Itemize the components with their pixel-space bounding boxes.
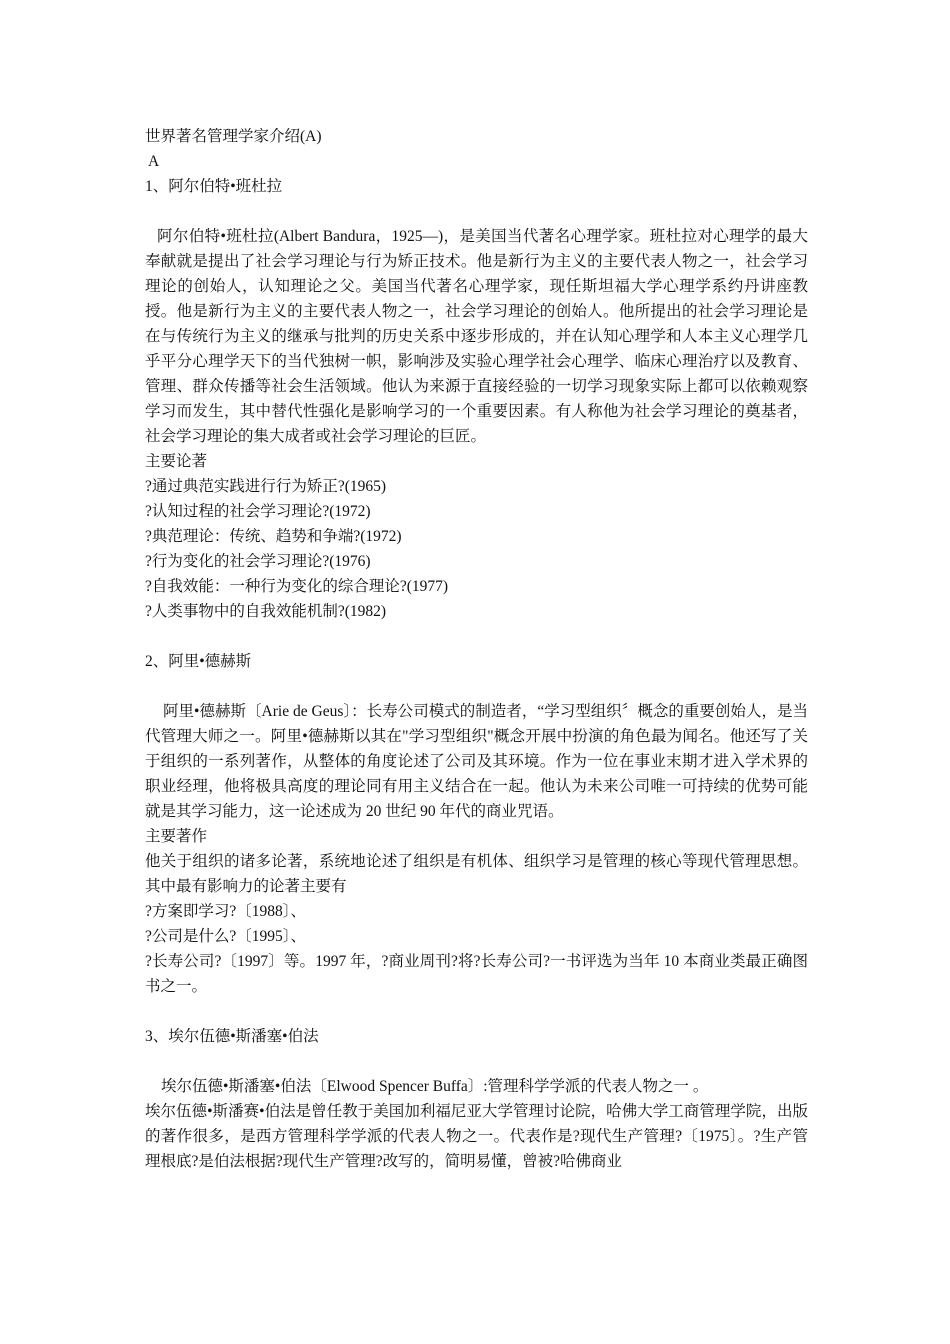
section-3-body: 埃尔伍德•斯潘赛•伯法是曾任教于美国加利福尼亚大学管理讨论院，哈佛大学工商管理学院，出版的著作很多，是西方管理科学学派的代表人物之一。代表作是?现代生产管理?〔1975〕。?生产管理根底?是伯法根据?现代生产管理?改写的，简明易懂，曾被?哈佛商业 [145,1103,808,1170]
section-1-works-label: 主要论著 [145,453,208,470]
spacer [145,999,808,1024]
document-title: 世界著名管理学家介绍(A) [145,128,322,145]
section-1-work-item: ?自我效能：一种行为变化的综合理论?(1977) [145,578,449,595]
section-1-work-item: ?认知过程的社会学习理论?(1972) [145,503,371,520]
section-1-body: 阿尔伯特•班杜拉(Albert Bandura，1925—)，是美国当代著名心理学家。班杜拉对心理学的最大奉献就是提出了社会学习理论与行为矫正技术。他是新行为主义的主要代表人物之一，社会学习理论的创始人，认知理论之父。美国当代著名心理学家，现任斯坦福大学心理学系约丹讲座教授。他是新行为主义的主要代表人物之一，社会学习理论的创始人。他所提出的社会学习理论是在与传统行为主义的继承与批判的历史关系中逐步形成的，并在认知心理学和人本主义心理学几乎平分心理学天下的当代独树一帜，影响涉及实验心理学社会心理学、临床心理治疗以及教育、管理、群众传播等社会生活领域。他认为来源于直接经验的一切学习现象实际上都可以依赖观察学习而发生，其中替代性强化是影响学习的一个重要因素。有人称他为社会学习理论的奠基者，社会学习理论的集大成者或社会学习理论的巨匠。 [145,228,808,445]
section-2-heading: 2、阿里•德赫斯 [145,653,252,670]
spacer [145,624,808,649]
section-1-work-item: ?人类事物中的自我效能机制?(1982) [145,603,387,620]
spacer [145,1049,808,1074]
section-letter: A [145,153,160,170]
section-3-intro: 埃尔伍德•斯潘塞•伯法〔Elwood Spencer Buffa〕:管理科学学派的代表人物之一 。 [161,1078,709,1095]
section-2-works-intro: 他关于组织的诸多论著，系统地论述了组织是有机体、组织学习是管理的核心等现代管理思想。其中最有影响力的论著主要有 [145,853,808,895]
section-1-work-item: ?典范理论：传统、趋势和争端?(1972) [145,528,402,545]
spacer [145,199,808,224]
section-1-work-item: ?通过典范实践进行行为矫正?(1965) [145,478,387,495]
section-2-work-item: ?长寿公司?〔1997〕等。1997 年，?商业周刊?将?长寿公司?一书评选为当年 10 本商业类最正确图书之一。 [145,953,808,995]
section-2-body: 阿里•德赫斯〔Arie de Geus〕：长寿公司模式的制造者，“学习型组织〞概念的重要创始人，是当代管理大师之一。阿里•德赫斯以其在"学习型组织"概念开展中扮演的角色最为闻名。他还写了关于组织的一系列著作，从整体的角度论述了公司及其环境。作为一位在事业末期才进入学术界的职业经理，他将极具高度的理论同有用主义结合在一起。他认为未来公司唯一可持续的优势可能就是其学习能力，这一论述成为 20 世纪 90 年代的商业咒语。 [145,703,808,820]
section-2-work-item: ?公司是什么?〔1995〕、 [145,928,307,945]
section-3-heading: 3、埃尔伍德•斯潘塞•伯法 [145,1028,319,1045]
section-2-work-item: ?方案即学习?〔1988〕、 [145,903,307,920]
document-page [145,124,808,1174]
section-1-heading: 1、阿尔伯特•班杜拉 [145,178,283,195]
section-2-works-label: 主要著作 [145,828,208,845]
spacer [145,674,808,699]
section-1-work-item: ?行为变化的社会学习理论?(1976) [145,553,371,570]
